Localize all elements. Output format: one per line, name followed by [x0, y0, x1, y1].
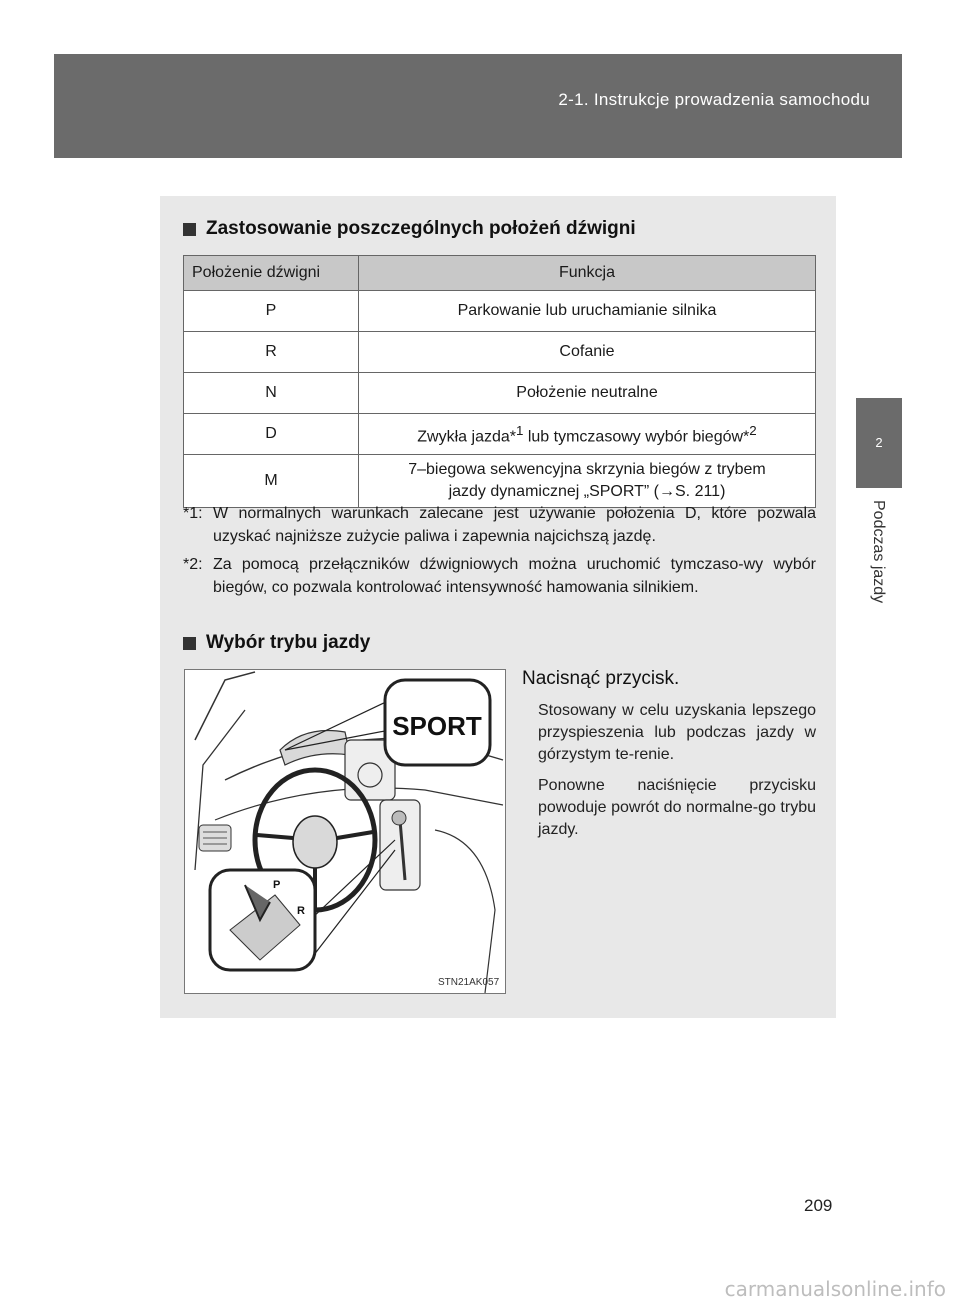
table-cell-function: Położenie neutralne	[359, 373, 816, 414]
instruction-body	[538, 700, 816, 850]
section-heading-lever	[183, 218, 636, 240]
square-bullet-icon	[183, 637, 196, 650]
table-header-row	[184, 256, 816, 291]
table-cell-function: Parkowanie lub uruchamianie silnika	[359, 291, 816, 332]
footnote-text: W normalnych warunkach zalecane jest używanie położenia D, które pozwala uzyskać najniższe zużycie paliwa i zapewnia najcichszą jazdę.	[213, 505, 816, 545]
header-band	[54, 54, 902, 158]
lever-letter-r: R	[297, 905, 305, 917]
side-tab-number: 2	[856, 398, 902, 488]
table-header-position: Położenie dźwigni	[184, 256, 359, 291]
table-row	[184, 373, 816, 414]
table-cell-function	[359, 455, 816, 508]
dashboard-illustration	[185, 670, 505, 993]
sport-button-illustration	[184, 669, 506, 994]
watermark: carmanualsonline.info	[724, 1277, 946, 1301]
table-cell-position: P	[184, 291, 359, 332]
lever-letter-p: P	[273, 879, 281, 891]
table-header-function: Funkcja	[359, 256, 816, 291]
function-line-1: 7–biegowa sekwencyjna skrzynia biegów z trybem	[408, 461, 766, 478]
footnote-ref-2: 2	[749, 422, 757, 438]
table-row	[184, 332, 816, 373]
table-cell-position: N	[184, 373, 359, 414]
table-cell-function	[359, 414, 816, 455]
table-cell-position: D	[184, 414, 359, 455]
square-bullet-icon	[183, 223, 196, 236]
table-row	[184, 414, 816, 455]
table-cell-position: M	[184, 455, 359, 508]
function-line-2: jazdy dynamicznej „SPORT” (→S. 211)	[448, 483, 726, 500]
table-row	[184, 291, 816, 332]
footnote	[183, 502, 816, 548]
callout-sport-label: SPORT	[392, 711, 482, 741]
header-title: 2-1. Instrukcje prowadzenia samochodu	[558, 90, 870, 109]
page-number: 209	[804, 1196, 833, 1215]
function-text-b: lub tymczasowy wybór biegów*	[523, 428, 750, 446]
footnote	[183, 553, 816, 599]
section-heading-text: Zastosowanie poszczególnych położeń dźwigni	[206, 218, 636, 239]
section-heading-text: Wybór trybu jazdy	[206, 632, 371, 653]
table-cell-position: R	[184, 332, 359, 373]
figure-code: STN21AK057	[438, 977, 500, 988]
footnote-mark: *2:	[183, 556, 203, 573]
side-tab-label: Podczas jazdy	[870, 500, 887, 604]
table-cell-function: Cofanie	[359, 332, 816, 373]
footnote-mark: *1:	[183, 505, 203, 522]
lever-positions-table	[183, 255, 816, 508]
footnote-ref-1: 1	[515, 422, 524, 438]
instruction-title: Nacisnąć przycisk.	[522, 668, 680, 689]
section-heading-drive-mode	[183, 632, 370, 654]
footnotes	[183, 502, 816, 604]
instruction-paragraph: Ponowne naciśnięcie przycisku powoduje powrót do normalne-go trybu jazdy.	[538, 777, 816, 838]
function-text-a: Zwykła jazda*	[417, 428, 516, 446]
table-row	[184, 455, 816, 508]
instruction-paragraph: Stosowany w celu uzyskania lepszego przyspieszenia lub podczas jazdy w górzystym te-renie.	[538, 702, 816, 763]
footnote-text: Za pomocą przełączników dźwigniowych można uruchomić tymczaso-wy wybór biegów, co pozwala kontrolować intensywność hamowania silnikiem.	[213, 556, 816, 596]
